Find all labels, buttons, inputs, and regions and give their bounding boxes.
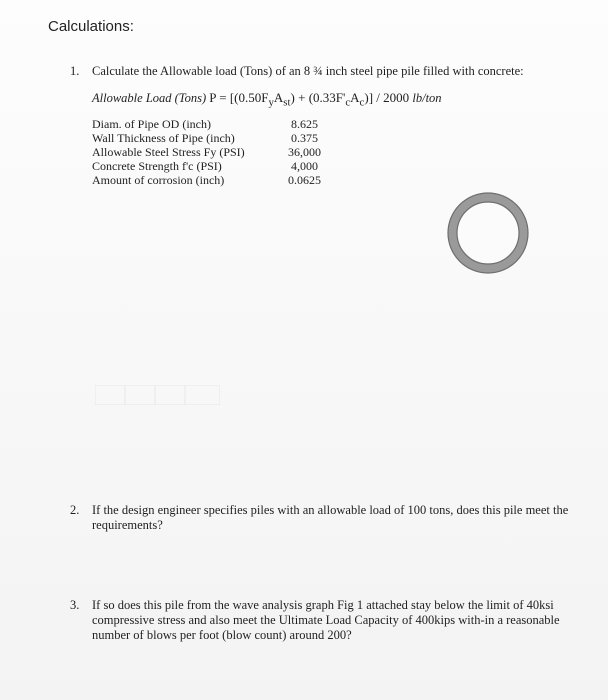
question-number: 2.	[70, 503, 80, 517]
param-label: Concrete Strength f'c (PSI)	[92, 159, 222, 173]
formula-tail: )] / 2000	[364, 90, 410, 105]
param-row	[92, 173, 327, 187]
param-label: Wall Thickness of Pipe (inch)	[92, 131, 235, 145]
question-number: 3.	[70, 598, 80, 612]
pipe-cross-section-icon	[446, 191, 530, 275]
formula-label: Allowable Load (Tons)	[92, 91, 207, 105]
question-text: If the design engineer specifies piles with an allowable load of 100 tons, does this pile meet the requirements?	[92, 503, 569, 532]
param-value: 4,000	[291, 159, 318, 173]
param-label: Amount of corrosion (inch)	[92, 173, 225, 187]
param-row	[92, 131, 327, 145]
pipe-inner-bore	[457, 202, 519, 264]
page-heading: Calculations:	[48, 18, 134, 35]
param-value: 8.625	[291, 117, 318, 131]
parameter-table	[92, 117, 327, 187]
param-row	[92, 145, 327, 159]
formula-concrete-term: ) + (0.33F'	[290, 90, 346, 105]
allowable-load-formula	[92, 90, 442, 109]
formula-sub-c2: c	[359, 96, 365, 109]
formula-unit: lb/ton	[412, 91, 442, 105]
question-text: If so does this pile from the wave analysis graph Fig 1 attached stay below the limit of 40ksi compressive stress and also meet the Ultimate Load Capacity of 400kips with-in a reasonable number of blows per foot (blow count) around 200?	[92, 598, 560, 642]
faint-bleed-through-mark	[95, 385, 220, 405]
formula-sub-y: y	[268, 96, 274, 109]
param-value: 36,000	[288, 145, 321, 159]
param-row	[92, 159, 327, 173]
formula-expression: P = [(0.50F	[209, 90, 269, 105]
param-row	[92, 117, 327, 131]
question-text: Calculate the Allowable load (Tons) of an 8 ¾ inch steel pipe pile filled with concrete:	[92, 64, 524, 78]
param-value: 0.0625	[288, 173, 321, 187]
question-number: 1.	[70, 64, 80, 78]
formula-sub-c: c	[345, 96, 351, 109]
param-value: 0.375	[291, 131, 318, 145]
formula-concrete-area: A	[350, 90, 360, 105]
formula-sub-st: st	[283, 96, 291, 109]
param-label: Diam. of Pipe OD (inch)	[92, 117, 211, 131]
formula-area: A	[273, 90, 284, 105]
param-label: Allowable Steel Stress Fy (PSI)	[92, 145, 245, 159]
